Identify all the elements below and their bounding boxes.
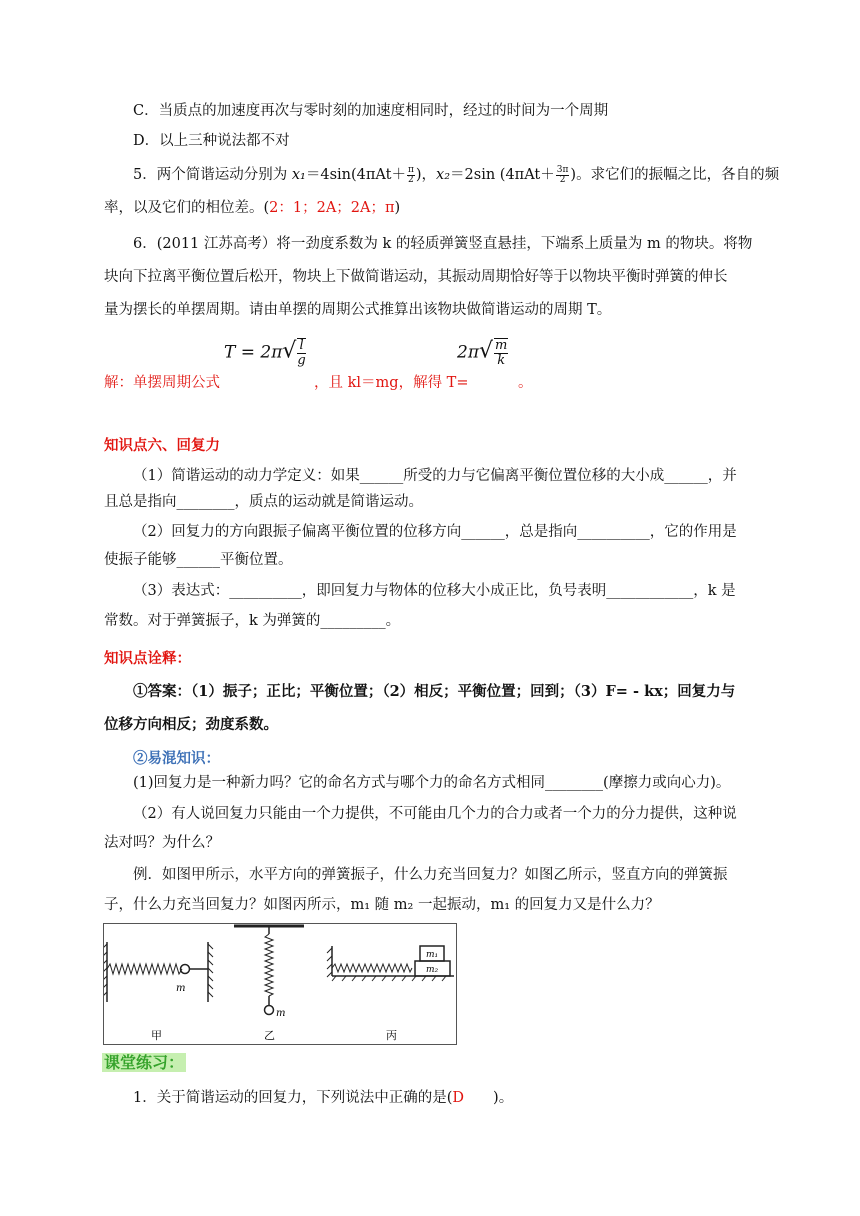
practice-title: 课堂练习： — [104, 1053, 185, 1072]
k6-p3b: 常数。对于弹簧振子，k 为弹簧的_________。 — [104, 613, 401, 629]
k6-p2b: 使振子能够______平衡位置。 — [104, 552, 293, 568]
mass-label-yi: m — [276, 1008, 286, 1019]
fraction-pi-2: $\frac{\pi}{2}$ — [407, 164, 414, 185]
solution-middle: ，且 kl＝mg，解得 T= — [314, 375, 469, 391]
formula-pendulum-period: T = 2π√ $\frac{l}{g}$ — [224, 338, 306, 368]
answer-line2: 位移方向相反；劲度系数。 — [104, 716, 278, 733]
q6-line3: 量为摆长的单摆周期。请由单摆的周期公式推算出该物块做简谐运动的周期 T。 — [104, 302, 612, 318]
answer-line1: ①答案：（1）振子；正比；平衡位置；（2）相反；平衡位置；回到；（3）F= - kx；回复力与 — [133, 683, 736, 700]
q5-line1: 5．两个简谐运动分别为 x₁＝4sin(4πAt＋ $\frac{\pi}{2}$ )，x₂＝2sin (4πAt＋ $\frac{3\pi}{2}$ )。求它们的振幅之比，各自的频 — [133, 164, 780, 185]
q5-answer: 2：1；2A；2A；π — [269, 200, 395, 216]
q5-line2: 率，以及它们的相位差。(2：1；2A；2A；π) — [104, 200, 401, 216]
example-line1: 例．如图甲所示，水平方向的弹簧振子，什么力充当回复力？如图乙所示，竖直方向的弹簧振 — [133, 867, 728, 883]
confuse-title: ②易混知识： — [133, 750, 220, 767]
fraction-3pi-2: $\frac{3\pi}{2}$ — [556, 164, 569, 185]
explain-title: 知识点诠释： — [104, 650, 191, 667]
mass-label-m2: m₂ — [426, 965, 439, 975]
example-line2: 子，什么力充当回复力？如图丙所示，m₁ 随 m₂ 一起振动，m₁ 的回复力又是什么力？ — [104, 897, 660, 913]
spring-oscillator-figure — [103, 923, 457, 1045]
practice-q1: 1．关于简谐运动的回复力，下列说法中正确的是(D )。 — [133, 1090, 514, 1106]
practice-q1-answer: D — [452, 1090, 465, 1106]
q6-line2: 块向下拉离平衡位置后松开，物块上下做简谐运动，其振动周期恰好等于以物块平衡时弹簧的伸长 — [104, 269, 728, 285]
figure-label-jia: 甲 — [151, 1029, 162, 1042]
k6-p2a: （2）回复力的方向跟振子偏离平衡位置的位移方向______，总是指向__________，它的作用是 — [133, 524, 737, 540]
k6-p1b: 且总是指向________，质点的运动就是简谐运动。 — [104, 494, 423, 510]
option-d: D．以上三种说法都不对 — [133, 133, 290, 149]
confuse-q1: (1)回复力是一种新力吗？它的命名方式与哪个力的命名方式相同________(摩擦力或向心力)。 — [133, 775, 731, 791]
solution-label: 解：单摆周期公式 — [104, 375, 220, 391]
confuse-q2a: （2）有人说回复力只能由一个力提供，不可能由几个力的合力或者一个力的分力提供，这种说 — [133, 806, 737, 822]
k6-p3a: （3）表达式：__________，即回复力与物体的位移大小成正比，负号表明____________，k 是 — [133, 583, 736, 599]
mass-label-m1: m₁ — [426, 950, 439, 960]
q6-line1: 6．(2011 江苏高考）将一劲度系数为 k 的轻质弹簧竖直悬挂，下端系上质量为 m 的物块。将物 — [133, 236, 753, 252]
formula-spring-period: 2π√ $\frac{m}{k}$ — [457, 338, 508, 368]
mass-label-jia: m — [176, 983, 186, 994]
confuse-q2b: 法对吗？为什么？ — [104, 835, 220, 851]
figure-label-yi: 乙 — [264, 1029, 275, 1042]
spring-diagrams — [104, 924, 456, 1044]
option-c: C．当质点的加速度再次与零时刻的加速度相同时，经过的时间为一个周期 — [133, 103, 609, 119]
k6-p1a: （1）简谐运动的动力学定义：如果______所受的力与它偏离平衡位置位移的大小成______，并 — [133, 468, 737, 484]
solution-end: 。 — [518, 375, 533, 391]
figure-label-bing: 丙 — [386, 1029, 397, 1042]
section-title: 知识点六、回复力 — [104, 437, 220, 454]
